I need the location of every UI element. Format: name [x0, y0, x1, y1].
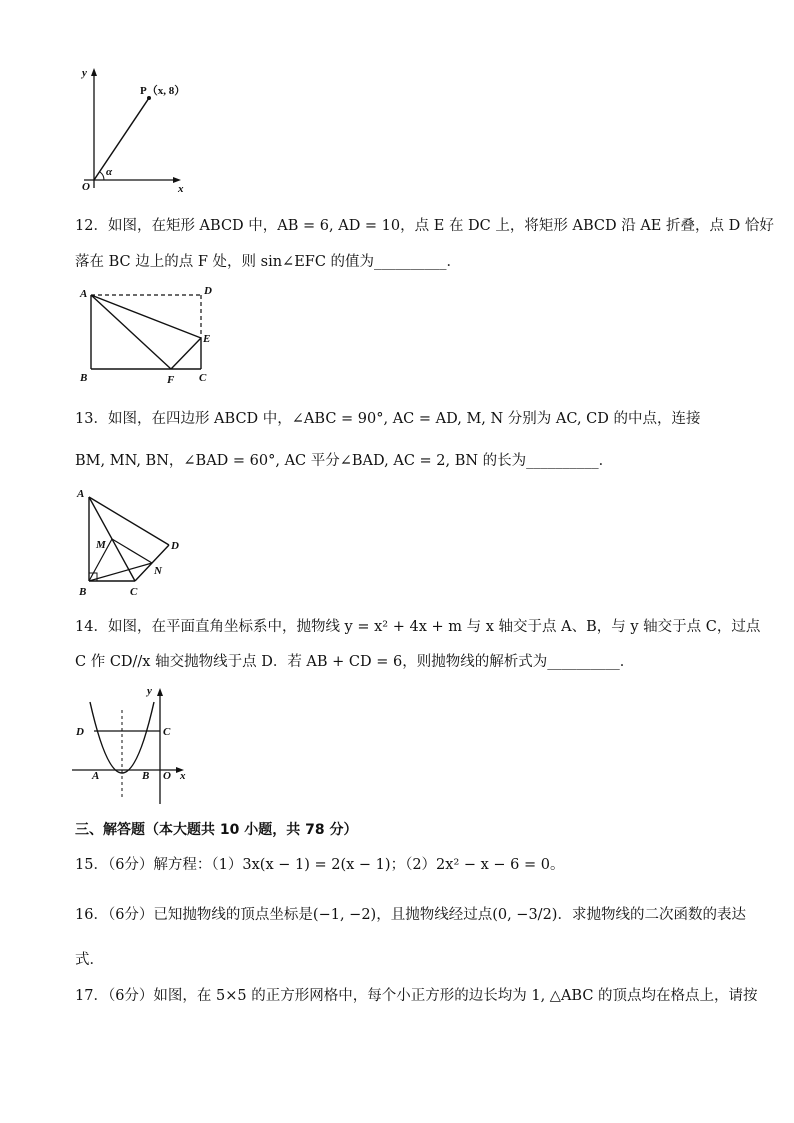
q13-line1: 13．如图，在四边形 ABCD 中，∠ABC = 90°, AC = AD, M, N 分别为 AC, CD 的中点，连接 — [75, 411, 701, 427]
q13-label-a: A — [77, 488, 85, 500]
q14-label-y: y — [147, 685, 152, 697]
q11-y-arrow — [91, 68, 97, 76]
q11-label-p: P（x, 8） — [140, 85, 186, 97]
q11-label-o: O — [82, 181, 90, 193]
q14-label-c: C — [163, 726, 171, 738]
q11-label-y: y — [82, 67, 87, 79]
q12-line-af — [91, 295, 171, 369]
q12-label-f: F — [167, 374, 175, 386]
q14-label-b: B — [142, 770, 150, 782]
q11-angle-arc — [100, 172, 104, 180]
q14-figure — [68, 680, 198, 808]
q11-label-alpha: α — [106, 166, 113, 178]
q11-figure — [72, 62, 222, 197]
q12-label-a: A — [80, 288, 88, 300]
q12-label-e: E — [203, 333, 211, 345]
q16-line1: 16．（6分）已知抛物线的顶点坐标是(−1, −2)，且抛物线经过点(0, −3/2)．求抛物线的二次函数的表达 — [75, 907, 746, 923]
q14-label-o: O — [163, 770, 171, 782]
q12-line1: 12．如图，在矩形 ABCD 中，AB = 6, AD = 10，点 E 在 DC 上，将矩形 ABCD 沿 AE 折叠，点 D 恰好 — [75, 218, 774, 234]
q13-label-c: C — [130, 586, 138, 598]
q11-label-x: x — [178, 183, 184, 195]
q13-label-b: B — [79, 586, 87, 598]
q15-line: 15．（6分）解方程：（1）3x(x − 1) = 2(x − 1)；（2）2x² − x − 6 = 0。 — [75, 857, 565, 873]
q12-label-c: C — [199, 372, 207, 384]
q13-line2: BM, MN, BN，∠BAD = 60°, AC 平分∠BAD, AC = 2, BN 的长为__________． — [75, 453, 614, 469]
q14-line2: C 作 CD//x 轴交抛物线于点 D．若 AB + CD = 6，则抛物线的解析式为__________． — [75, 654, 635, 670]
q14-label-d: D — [76, 726, 84, 738]
q12-line-ae — [91, 295, 201, 338]
q11-ray-op — [94, 98, 149, 180]
q13-label-d: D — [171, 540, 179, 552]
q14-label-x: x — [180, 770, 186, 782]
q12-label-d: D — [204, 285, 212, 297]
q16-line2: 式． — [75, 952, 104, 968]
q12-figure — [75, 282, 220, 390]
q14-label-a: A — [92, 770, 100, 782]
q13-figure — [75, 483, 195, 601]
q12-line-fe — [171, 338, 201, 369]
section-heading: 三、解答题（本大题共 10 小题，共 78 分） — [75, 822, 358, 838]
q13-label-n: N — [154, 565, 162, 577]
q13-label-m: M — [96, 539, 106, 551]
q17-line: 17．（6分）如图，在 5×5 的正方形网格中，每个小正方形的边长均为 1, △ABC 的顶点均在格点上，请按 — [75, 988, 758, 1004]
q12-label-b: B — [80, 372, 88, 384]
q12-line2: 落在 BC 边上的点 F 处，则 sin∠EFC 的值为__________． — [75, 254, 462, 270]
q14-line1: 14．如图，在平面直角坐标系中，抛物线 y = x² + 4x + m 与 x 轴交于点 A、B，与 y 轴交于点 C，过点 — [75, 619, 761, 635]
